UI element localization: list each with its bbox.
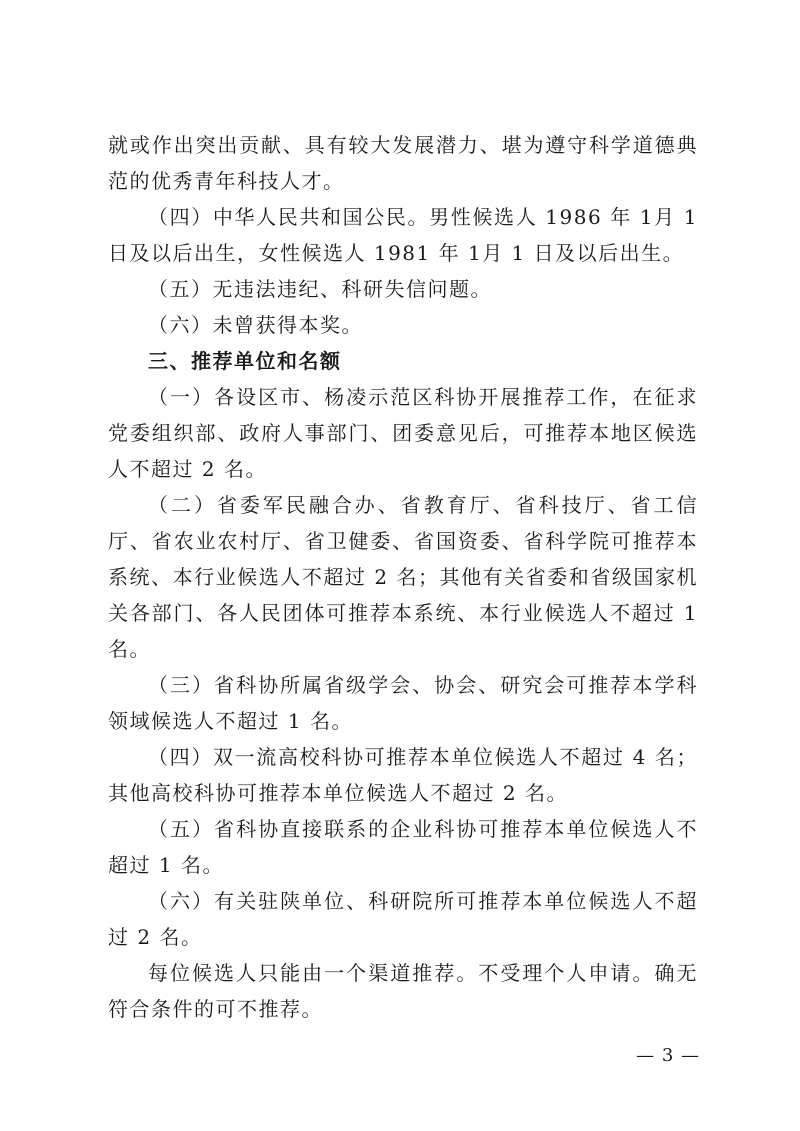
paragraph-enterprises: （五）省科协直接联系的企业科协可推荐本单位候选人不超过 1 名。	[108, 817, 698, 877]
paragraph-not-awarded: （六）未曾获得本奖。	[148, 313, 363, 337]
section-heading-nominating-units: 三、推荐单位和名额	[148, 349, 342, 373]
paragraph-universities: （四）双一流高校科协可推荐本单位候选人不超过 4 名；其他高校科协可推荐本单位候选人不超过 2 名。	[108, 745, 698, 805]
paragraph-single-channel-rule: 每位候选人只能由一个渠道推荐。不受理个人申请。确无符合条件的可不推荐。	[108, 961, 698, 1021]
paragraph-citizenship-age: （四）中华人民共和国公民。男性候选人 1986 年 1月 1 日及以后出生，女性候选人 1981 年 1月 1 日及以后出生。	[108, 205, 698, 265]
paragraph-no-violation: （五）无违法违纪、科研失信问题。	[148, 277, 492, 301]
paragraph-eligibility-continued: 就或作出突出贡献、具有较大发展潜力、堪为遵守科学道德典范的优秀青年科技人才。	[108, 133, 698, 193]
paragraph-societies: （三）省科协所属省级学会、协会、研究会可推荐本学科领域候选人不超过 1 名。	[108, 673, 698, 733]
paragraph-research-institutes: （六）有关驻陕单位、科研院所可推荐本单位候选人不超过 2 名。	[108, 889, 698, 949]
document-body	[108, 127, 698, 1027]
page-number: — 3 —	[636, 1045, 700, 1066]
paragraph-provincial-departments: （二）省委军民融合办、省教育厅、省科技厅、省工信厅、省农业农村厅、省卫健委、省国资委、省科学院可推荐本系统、本行业候选人不超过 2 名；其他有关省委和省级国家机关各部门、各人民团体可推荐本系统、本行业候选人不超过 1 名。	[108, 493, 698, 661]
paragraph-city-associations: （一）各设区市、杨凌示范区科协开展推荐工作，在征求党委组织部、政府人事部门、团委意见后，可推荐本地区候选人不超过 2 名。	[108, 385, 698, 481]
